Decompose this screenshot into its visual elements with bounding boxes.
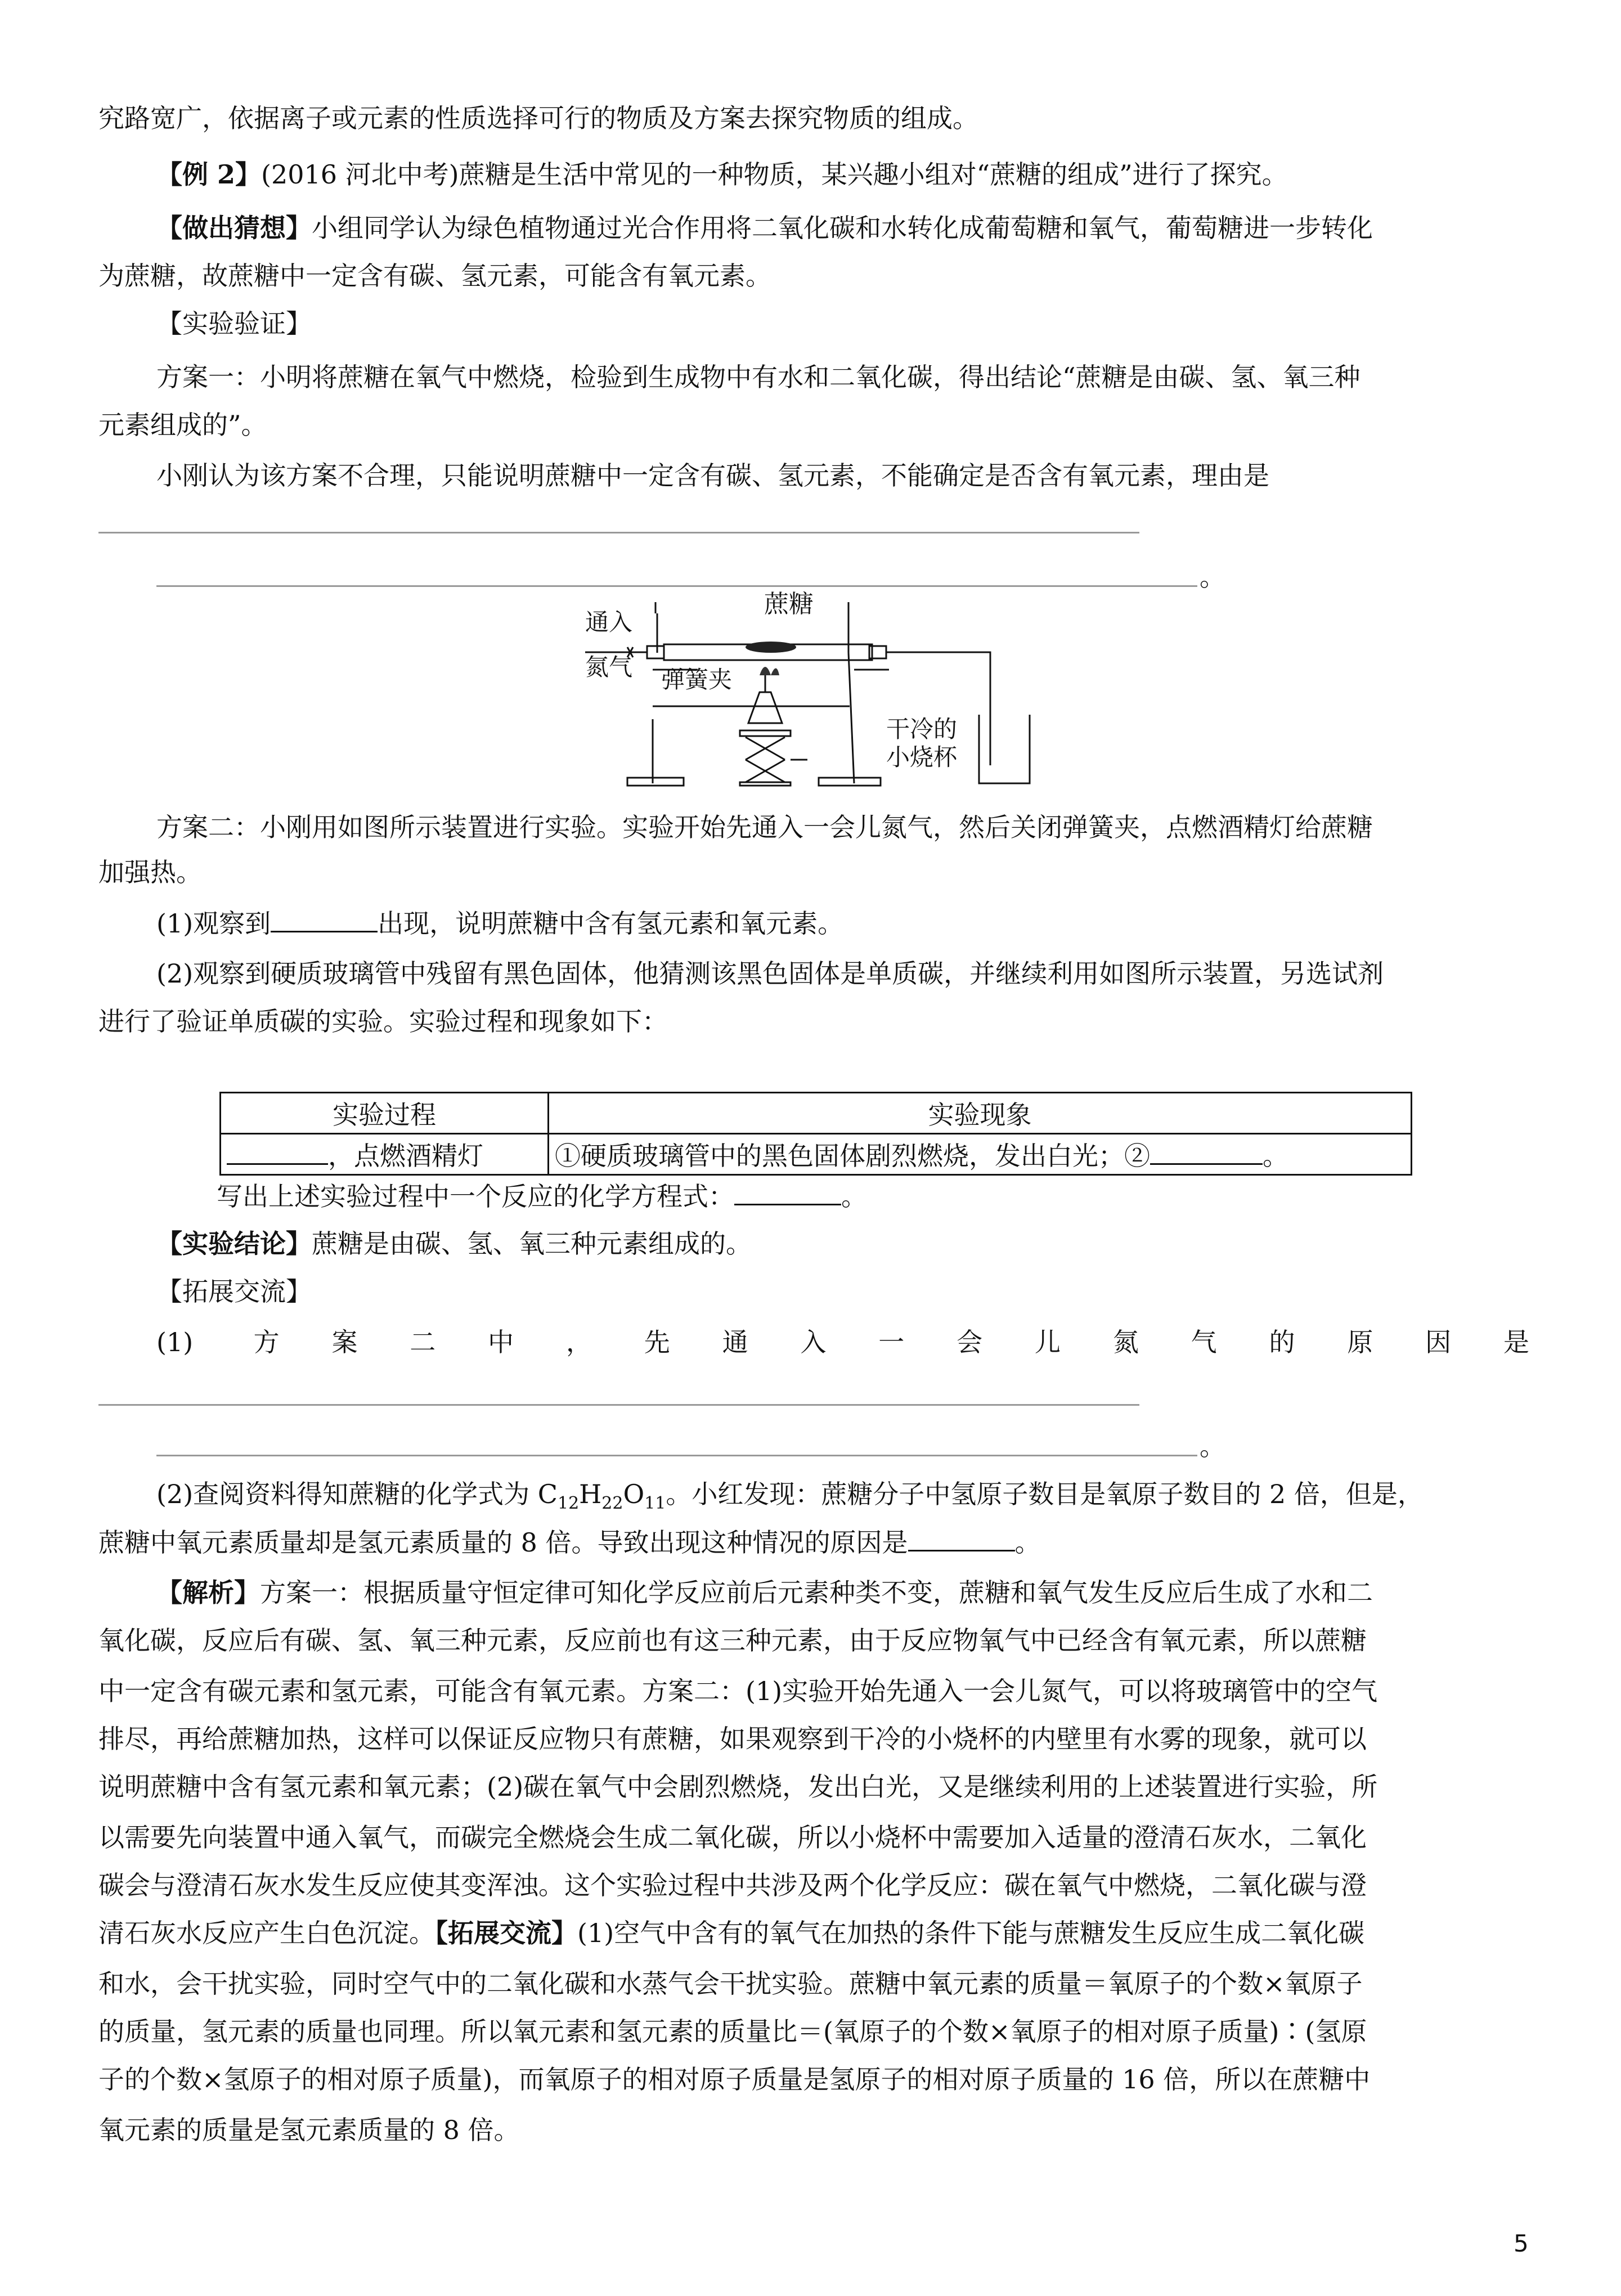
answer-line (98, 532, 1139, 533)
question-line (156, 906, 843, 940)
question-text: (2)查阅资料得知蔗糖的化学式为 C (156, 1479, 558, 1509)
analysis-text: 方案一：根据质量守恒定律可知化学反应前后元素种类不变，蔗糖和氧气发生反应后生成了水和二 (260, 1577, 1373, 1608)
answer-blank (271, 906, 378, 932)
question-line (156, 1477, 1424, 1521)
analysis-line: 说明蔗糖中含有氢元素和氧元素；(2)碳在氧气中会剧烈燃烧，发出白光，又是继续利用的上述装置进行实验，所 (98, 1772, 1378, 1802)
flame-icon (760, 667, 779, 675)
answer-blank (908, 1525, 1015, 1551)
paragraph-line: 方案二：小刚用如图所示装置进行实验。实验开始先通入一会儿氮气，然后关闭弹簧夹，点燃酒精灯给蔗糖 (156, 812, 1373, 842)
label-n2-bottom: 氮气 (585, 653, 633, 681)
conclusion-line (156, 1227, 752, 1261)
answer-line (156, 1455, 1197, 1456)
period-mark: 。 (1200, 562, 1225, 592)
table-cell-phenomenon (549, 1134, 1412, 1175)
analysis-line: 和水，会干扰实验，同时空气中的二氧化碳和水蒸气会干扰实验。蔗糖中氧元素的质量＝氧原子的个数×氧原子 (98, 1968, 1363, 1999)
question-text: 出现，说明蔗糖中含有氢元素和氧元素。 (378, 908, 844, 939)
conclusion-label: 【实验结论】 (156, 1228, 312, 1259)
section-heading: 【实验验证】 (156, 308, 312, 339)
period-mark: 。 (1200, 1431, 1225, 1461)
hypothesis-text: 小组同学认为绿色植物通过光合作用将二氧化碳和水转化成葡萄糖和氧气，葡萄糖进一步转化 (312, 213, 1373, 243)
question-line: (1) 方案二中，先通入一会儿氮气的原因是 (156, 1327, 1529, 1357)
analysis-line: 氧元素的质量是氢元素质量的 8 倍。 (98, 2115, 520, 2145)
paragraph-line: 元素组成的”。 (98, 410, 267, 440)
question-line (98, 1525, 1041, 1559)
example-heading-line (156, 158, 1288, 191)
extension-label: 【拓展交流】 (435, 1918, 577, 1948)
label-n2-top: 通入 (585, 608, 633, 636)
analysis-line: 的质量，氢元素的质量也同理。所以氧元素和氢元素的质量比＝(氧原子的个数×氧原子的相对原子质量)∶(氢原 (98, 2016, 1367, 2047)
subscript: 11 (644, 1494, 666, 1514)
analysis-text: 清石灰水反应产生白色沉淀。 (98, 1918, 435, 1948)
paragraph-line: 加强热。 (98, 857, 202, 887)
answer-line (156, 585, 1197, 587)
analysis-line (156, 1576, 1373, 1609)
example-text: (2016 河北中考)蔗糖是生活中常见的一种物质，某兴趣小组对“蔗糖的组成”进行了探究。 (261, 159, 1288, 190)
analysis-label: 【解析】 (156, 1577, 260, 1608)
table-header-cell: 实验过程 (221, 1093, 549, 1134)
hypothesis-line (156, 211, 1373, 245)
hypothesis-label: 【做出猜想】 (156, 213, 312, 243)
answer-line (98, 1404, 1139, 1406)
question-text: 。小红发现：蔗糖分子中氢原子数目是氧原子数目的 2 倍，但是， (666, 1479, 1424, 1509)
question-text: H (579, 1479, 602, 1509)
analysis-line: 碳会与澄清石灰水发生反应使其变浑浊。这个实验过程中共涉及两个化学反应：碳在氧气中燃烧，二氧化碳与澄 (98, 1870, 1367, 1900)
paragraph-line: 方案一：小明将蔗糖在氧气中燃烧，检验到生成物中有水和二氧化碳，得出结论“蔗糖是由碳、氢、氧三种 (156, 362, 1360, 392)
cell-text: ①硬质玻璃管中的黑色固体剧烈燃烧，发出白光；② (555, 1141, 1150, 1171)
table-header-cell: 实验现象 (549, 1093, 1412, 1134)
subscript: 22 (601, 1494, 623, 1514)
analysis-line: 排尽，再给蔗糖加热，这样可以保证反应物只有蔗糖，如果观察到干冷的小烧杯的内壁里有水雾的现象，就可以 (98, 1724, 1367, 1754)
answer-blank (1150, 1138, 1263, 1165)
table-row (221, 1134, 1412, 1175)
experiment-table (219, 1092, 1412, 1176)
question-line (217, 1179, 867, 1213)
question-text: (1)观察到 (156, 908, 271, 939)
paragraph-line: 小刚认为该方案不合理，只能说明蔗糖中一定含有碳、氢元素，不能确定是否含有氧元素，理由是 (156, 460, 1269, 491)
label-beaker-top: 干冷的 (886, 715, 958, 743)
label-beaker-bottom: 小烧杯 (886, 743, 958, 771)
answer-blank (227, 1138, 328, 1165)
apparatus-diagram (585, 591, 1114, 793)
paragraph-line: 进行了验证单质碳的实验。实验过程和现象如下： (98, 1006, 668, 1037)
analysis-line: 子的个数×氢原子的相对原子质量)，而氧原子的相对原子质量是氢原子的相对原子质量的 16 倍，所以在蔗糖中 (98, 2064, 1371, 2095)
sugar-sample (746, 642, 796, 653)
question-text: 蔗糖中氧元素质量却是氢元素质量的 8 倍。导致出现这种情况的原因是 (98, 1527, 908, 1558)
analysis-line: 氧化碳，反应后有碳、氢、氧三种元素，反应前也有这三种元素，由于反应物氧气中已经含有氧元素，所以蔗糖 (98, 1625, 1367, 1656)
question-text: 。 (841, 1181, 867, 1212)
label-sugar: 蔗糖 (764, 591, 814, 618)
subscript: 12 (557, 1494, 580, 1514)
table-cell-process (221, 1134, 549, 1175)
cell-text: 。 (1263, 1141, 1288, 1171)
question-text: 。 (1014, 1527, 1041, 1558)
section-heading: 【拓展交流】 (156, 1276, 312, 1307)
analysis-text: (1)空气中含有的氧气在加热的条件下能与蔗糖发生反应生成二氧化碳 (577, 1918, 1365, 1948)
answer-blank (734, 1179, 841, 1205)
question-text: 写出上述实验过程中一个反应的化学方程式： (217, 1181, 734, 1212)
paragraph-line: (2)观察到硬质玻璃管中残留有黑色固体，他猜测该黑色固体是单质碳，并继续利用如图所示装置，另选试剂 (156, 958, 1384, 989)
analysis-line (98, 1916, 1364, 1950)
example-label: 【例 2】 (156, 159, 262, 190)
paragraph-line: 究路宽广，依据离子或元素的性质选择可行的物质及方案去探究物质的组成。 (98, 103, 978, 133)
table-header-row (221, 1093, 1412, 1134)
question-text: O (623, 1479, 645, 1509)
page-number: 5 (1514, 2230, 1529, 2257)
label-spring-clamp: 弹簧夹 (661, 666, 733, 693)
paragraph-line: 为蔗糖，故蔗糖中一定含有碳、氢元素，可能含有氧元素。 (98, 261, 771, 291)
conclusion-text: 蔗糖是由碳、氢、氧三种元素组成的。 (312, 1228, 752, 1259)
analysis-line: 以需要先向装置中通入氧气，而碳完全燃烧会生成二氧化碳，所以小烧杯中需要加入适量的澄清石灰水，二氧化 (98, 1822, 1367, 1853)
analysis-line: 中一定含有碳元素和氢元素，可能含有氧元素。方案二：(1)实验开始先通入一会儿氮气，可以将玻璃管中的空气 (98, 1676, 1378, 1706)
cell-text: ，点燃酒精灯 (328, 1141, 483, 1171)
